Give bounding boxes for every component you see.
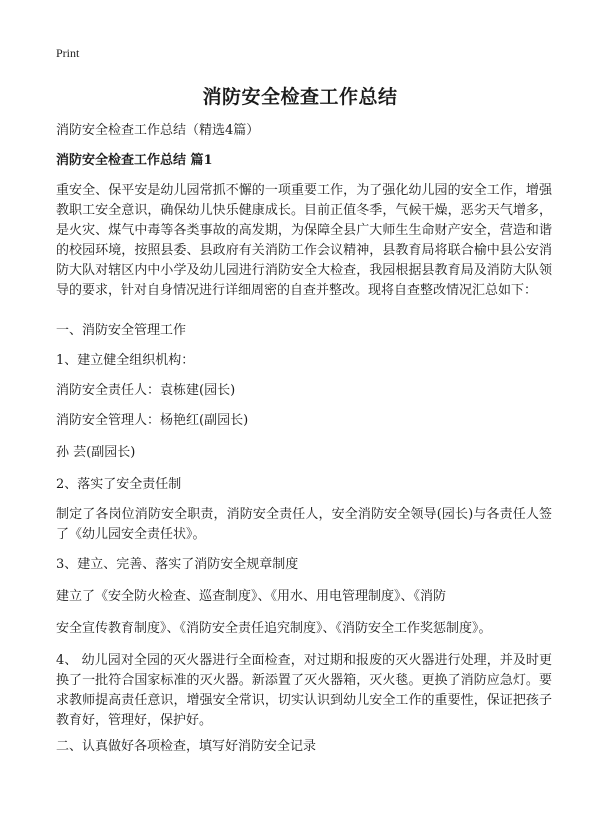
paragraph-regulations-list-1: 建立了《安全防火检查、巡查制度》、《用水、用电管理制度》、《消防 bbox=[56, 589, 447, 604]
paragraph-responsibility-detail: 制定了各岗位消防安全职责，消防安全责任人，安全消防安全领导(园长)与各责任人签了《幼儿园安全责任状》。 bbox=[56, 507, 552, 542]
paragraph-manager: 消防安全管理人：杨艳红(副园长) bbox=[56, 413, 249, 428]
paragraph-regulations: 3、建立、完善、落实了消防安全规章制度 bbox=[56, 557, 299, 572]
paragraph-organization: 1、建立健全组织机构： bbox=[56, 353, 195, 368]
paragraph-heading-inspections: 二、认真做好各项检查，填写好消防安全记录 bbox=[56, 739, 317, 754]
paragraph-responsibility-system: 2、落实了安全责任制 bbox=[56, 477, 182, 492]
document-subtitle: 消防安全检查工作总结（精选4篇） bbox=[56, 123, 260, 138]
paragraph-responsible-person: 消防安全责任人：袁栋建(园长) bbox=[56, 383, 236, 398]
paragraph-regulations-list-2: 安全宣传教育制度》、《消防安全责任追究制度》、《消防安全工作奖惩制度》。 bbox=[56, 621, 492, 636]
paragraph-deputy: 孙 芸(副园长) bbox=[56, 445, 136, 460]
section-heading: 消防安全检查工作总结 篇1 bbox=[56, 153, 213, 168]
print-link[interactable]: Print bbox=[56, 46, 80, 60]
document-title: 消防安全检查工作总结 bbox=[202, 86, 398, 108]
paragraph-heading-fire-management: 一、消防安全管理工作 bbox=[56, 323, 187, 338]
paragraph-extinguishers: 4、 幼儿园对全园的灭火器进行全面检查，对过期和报废的灭火器进行处理，并及时更换了一批符合国家标准的灭火器。新添置了灭火器箱，灭火毯。更换了消防应急灯。要求教师提高责任意识，增强安全常识，切实认识到幼儿安全工作的重要性，保证把孩子教育好，管理好，保护好。 bbox=[56, 653, 552, 728]
paragraph-intro: 重安全、保平安是幼儿园常抓不懈的一项重要工作，为了强化幼儿园的安全工作，增强教职工安全意识，确保幼儿快乐健康成长。目前正值冬季，气候干燥，恶劣天气增多，是火灾、煤气中毒等各类事故的高发期，为保障全县广大师生生命财产安全，营造和谐的校园环境，按照县委、县政府有关消防工作会议精神，县教育局将联合榆中县公安消防大队对辖区内中小学及幼儿园进行消防安全大检查，我园根据县教育局及消防大队领导的要求，针对自身情况进行详细周密的自查并整改。现将自查整改情况汇总如下： bbox=[56, 183, 552, 298]
